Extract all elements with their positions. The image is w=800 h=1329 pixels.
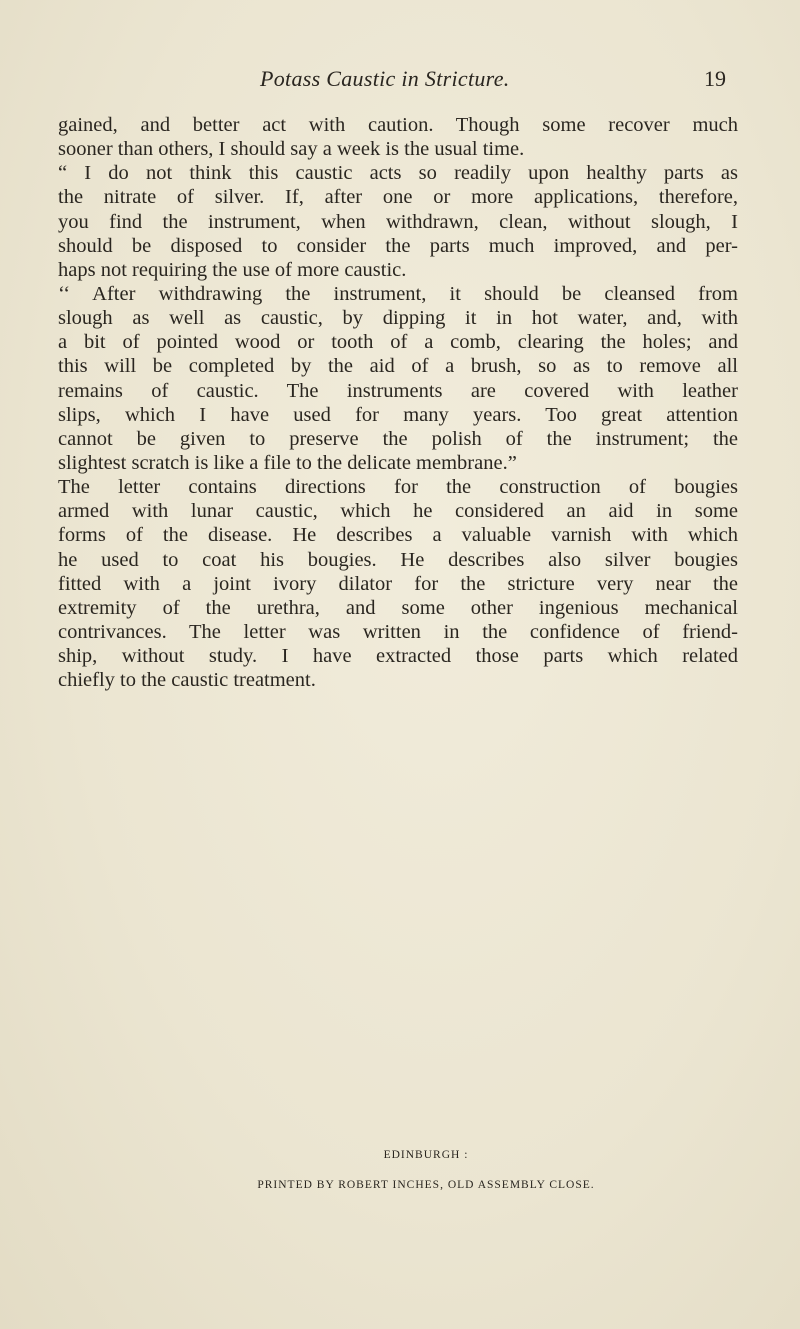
text-line: he used to coat his bougies. He describes also silver bougies (58, 548, 738, 571)
text-line: cannot be given to preserve the polish of the instrument; the (58, 427, 738, 450)
text-line: slightest scratch is like a file to the delicate membrane.” (58, 451, 517, 474)
text-line: armed with lunar caustic, which he considered an aid in some (58, 500, 738, 523)
text-line: chiefly to the caustic treatment. (58, 669, 316, 692)
text-line: sooner than others, I should say a week is the usual time. (58, 138, 525, 161)
text-line: remains of caustic. The instruments are covered with leather (58, 379, 738, 402)
text-line: ship, without study. I have extracted those parts which related (58, 645, 738, 668)
text-line: should be disposed to consider the parts much improved, and per- (58, 234, 738, 257)
text-line: a bit of pointed wood or tooth of a comb, clearing the holes; and (58, 331, 738, 354)
page-header (0, 66, 800, 96)
imprint-city: EDINBURGH : (383, 1149, 469, 1161)
text-line: forms of the disease. He describes a valuable varnish with which (58, 524, 738, 547)
text-line: extremity of the urethra, and some other ingenious mechanical (58, 596, 738, 619)
page-number: 19 (704, 66, 726, 91)
text-line: haps not requiring the use of more caustic. (58, 258, 407, 281)
text-line: contrivances. The letter was written in the confidence of friend- (58, 620, 738, 643)
text-line: fitted with a joint ivory dilator for the stricture very near the (58, 572, 738, 595)
text-line: you find the instrument, when withdrawn, clean, without slough, I (58, 210, 738, 233)
text-line: “ I do not think this caustic acts so readily upon healthy parts as (58, 162, 738, 185)
text-line: slips, which I have used for many years. Too great attention (58, 403, 738, 426)
text-line: ‘‘ After withdrawing the instrument, it should be cleansed from (58, 282, 738, 305)
text-line: slough as well as caustic, by dipping it in hot water, and, with (58, 307, 738, 330)
running-title: Potass Caustic in Stricture. (260, 66, 510, 91)
text-line: gained, and better act with caution. Though some recover much (58, 114, 738, 136)
imprint-printer: PRINTED BY ROBERT INCHES, OLD ASSEMBLY CLOSE. (257, 1179, 595, 1191)
text-line: this will be completed by the aid of a brush, so as to remove all (58, 355, 738, 378)
text-line: the nitrate of silver. If, after one or more applications, therefore, (58, 186, 738, 209)
text-line: The letter contains directions for the construction of bougies (58, 476, 738, 499)
body-text (58, 113, 738, 692)
